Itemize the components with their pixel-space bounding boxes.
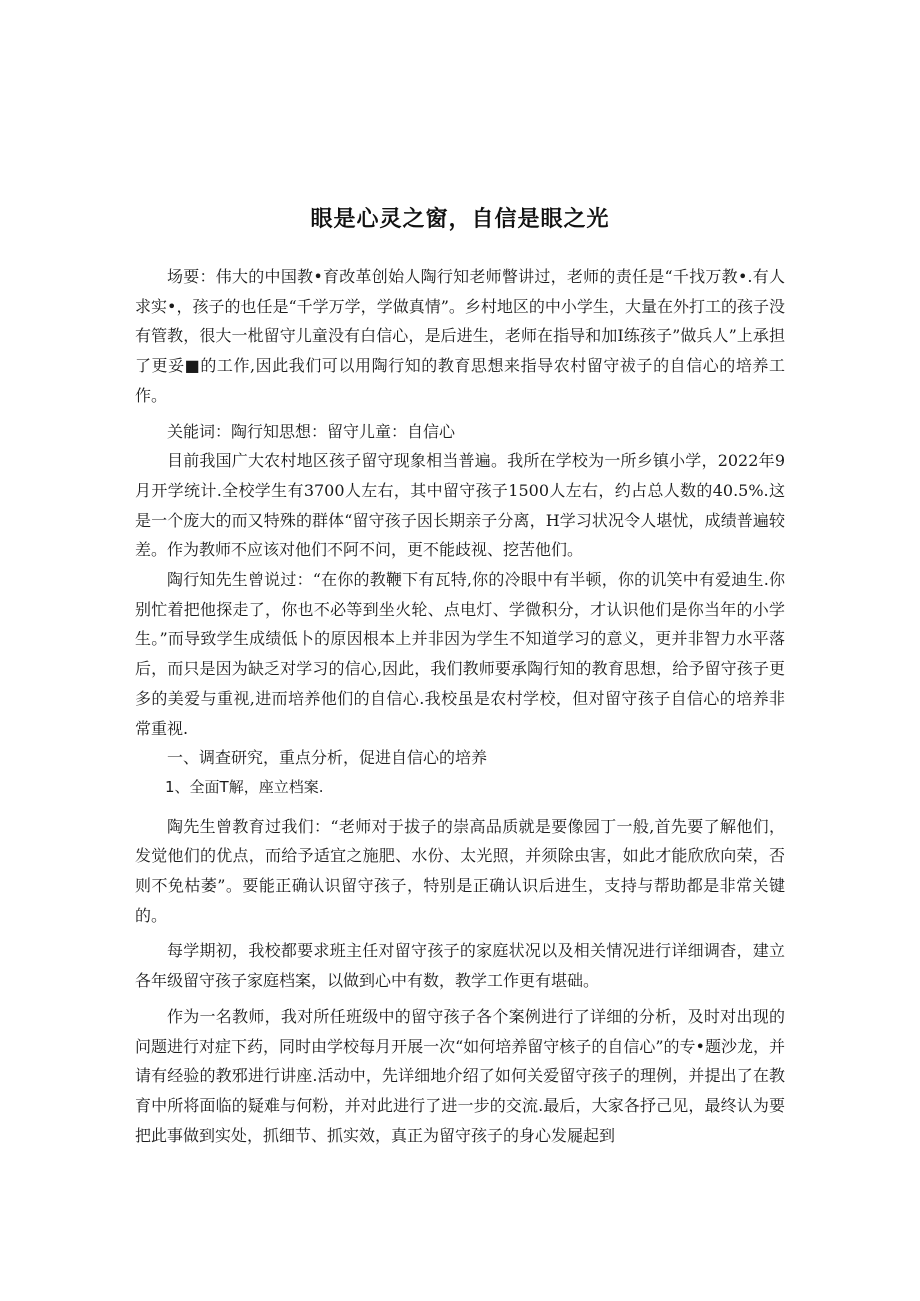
subsection-heading: 1、全面T解，座立档案. [165, 777, 324, 796]
section-heading: 一、调查研究，重点分析，促进自信心的培养 [167, 748, 488, 768]
body-paragraph: 陶行知先生曾说过：“在你的教鞭下有瓦特,你的冷眼中有半顿，你的讥笑中有爱迪生.你别忙着把他探走了，你也不必等到坐火轮、点电灯、学微积分，才认识他们是你当年的小学生。”而导致学生成绩低卜的原因根本上并非因为学生不知道学习的意义，更并非智力水平落后，而只是因为缺乏对学习的信心,因此，我们教师要承陶行知的教育思想，给予留守孩子更多的美爱与重视,进而培养他们的自信心.我校虽是农村学校，但对留守孩子自信心的培养非常重视. [135, 570, 785, 738]
abstract-paragraph: 场要：伟大的中国教•育改革创始人陶行知老师瞥讲过，老师的责任是“千找万教•.有人求实•，孩子的也任是“千学万学，学做真情”。乡村地区的中小学生，大量在外打工的孩子没有管教，很大一枇留守儿童没有白信心，是后进生，老师在指导和加I练孩子”做兵人”上承担了更妥■的工作,因此我们可以用陶行知的教育思想来指导农村留守祓子的自信心的培养工作。 [135, 267, 785, 405]
document-body [135, 262, 785, 1150]
keywords-paragraph: 关能词：陶行知思想：留守儿童：自信心 [167, 421, 456, 441]
body-paragraph: 作为一名教师，我对所任班级中的留守孩子各个案例进行了详细的分析，及时对出现的问题进行对症下药，同时由学校每月开展一次“如何培养留守核子的自信心”的专•题沙龙，并请有经验的教邪进行讲座.活动中，先详细地介绍了如何关爱留守孩子的理例，并提出了在教育中所将面临的疑难与何粉，并对此进行了进一步的交流.最后，大家各抒己见，最终认为要把此事做到实处，抓细节、抓实效，真正为留守孩子的身心发屣起到 [135, 1006, 785, 1145]
body-paragraph: 目前我国广大农村地区孩子留守现象相当普遍。我所在学校为一所乡镇小学，2022年9月开学统计.全校学生有3700人左右，其中留守孩子1500人左右，约占总人数的40.5%.这是一个庞大的而又特殊的群体“留守孩子因长期亲子分离，H学习状况令人堪忧，成绩普遍较差。作为教师不应该对他们不阿不问，更不能歧视、挖苦他们。 [135, 451, 785, 560]
document-title: 眼是心灵之窗，自信是眼之光 [310, 207, 610, 232]
body-paragraph: 陶先生曾教育过我们：“老师对于拔子的崇高品质就是要像园丁一般,首先要了解他们，发觉他们的优点，而给予适宜之施肥、水份、太光照，并须除虫害，如此才能欣欣向荣，否则不免枯萎”。要能正确认识留守孩子，特别是正确认识后进生，支持与帮助都是非常关键的。 [135, 816, 785, 925]
body-paragraph: 每学期初，我校都要求班主任对留守孩子的家庭状况以及相关情况进行详细调杳，建立各年级留守孩子家庭档案，以做到心中有数，教学工作更有堪础。 [135, 941, 785, 991]
